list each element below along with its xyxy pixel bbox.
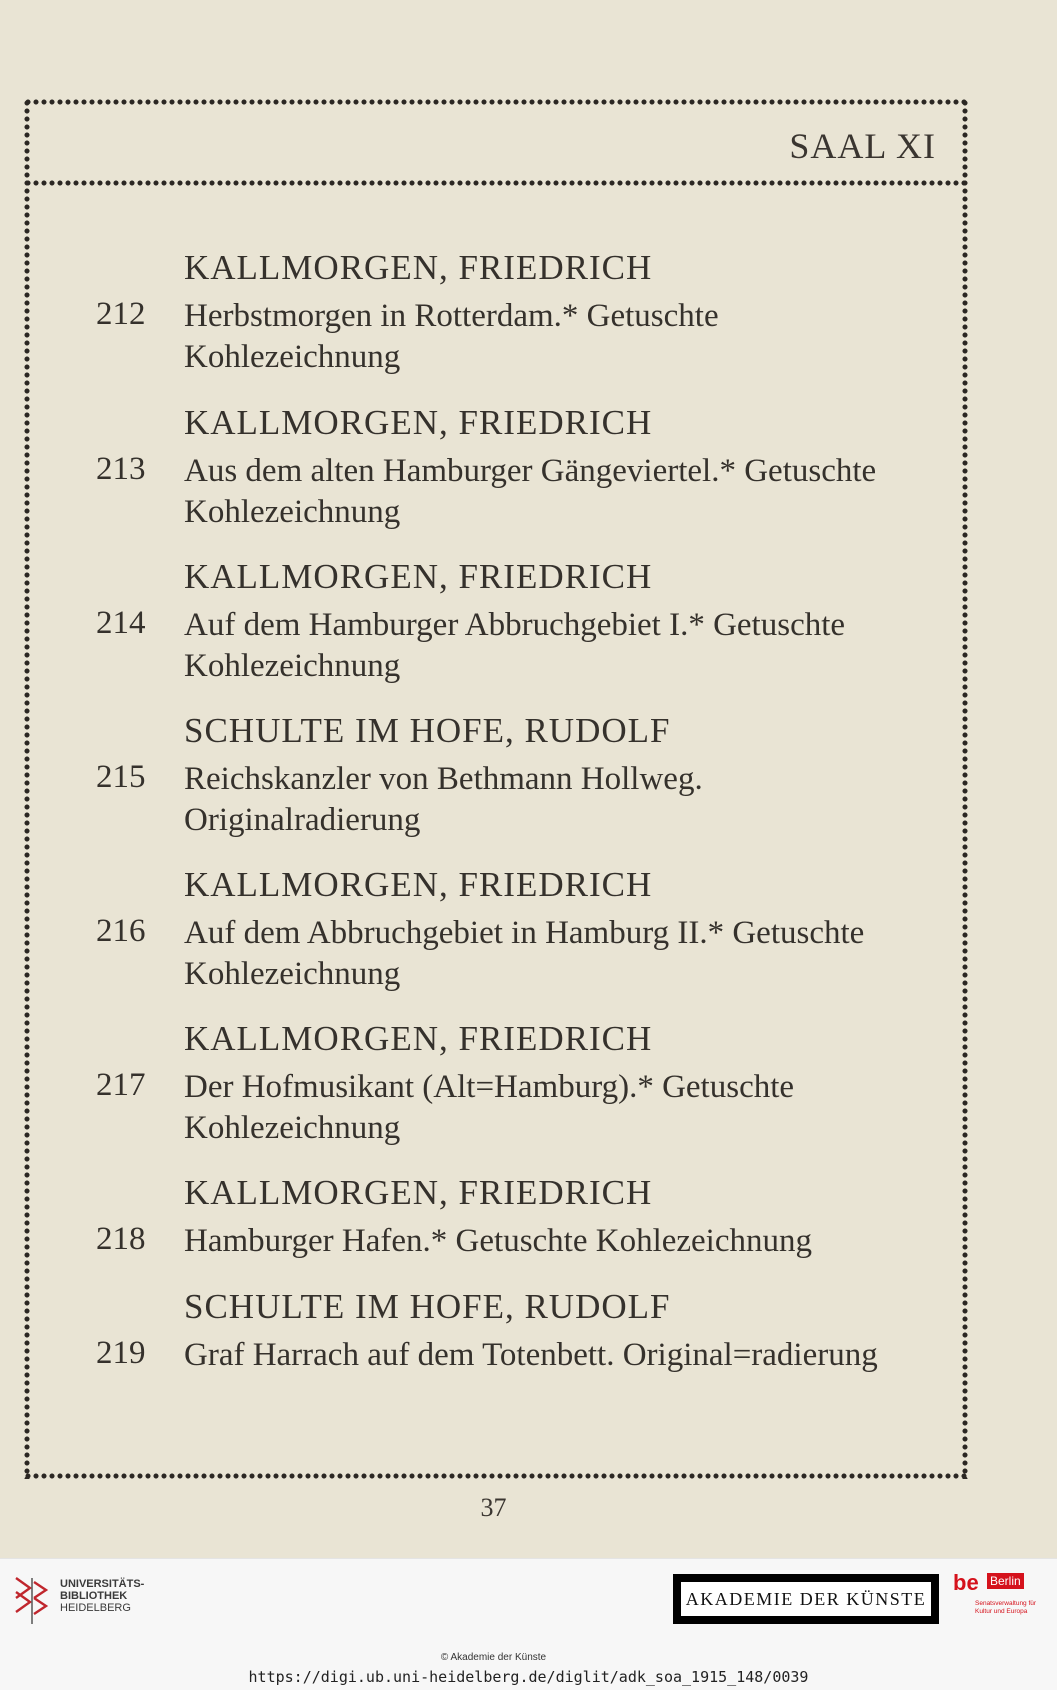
artist-name: KALLMORGEN, FRIEDRICH bbox=[184, 557, 653, 596]
work-title: Reichskanzler von Bethmann Hollweg. Originalradierung bbox=[184, 761, 703, 838]
border-right bbox=[962, 99, 968, 1479]
library-name-line: HEIDELBERG bbox=[60, 1602, 131, 1614]
library-name-line: UNIVERSITÄTS- bbox=[60, 1578, 145, 1590]
artist-name: KALLMORGEN, FRIEDRICH bbox=[184, 865, 653, 904]
artist-name: KALLMORGEN, FRIEDRICH bbox=[184, 1173, 653, 1212]
work-title: Auf dem Abbruchgebiet in Hamburg II.* Getuschte Kohlezeichnung bbox=[184, 915, 865, 992]
work-title: Hamburger Hafen.* Getuschte Kohlezeichnung bbox=[184, 1223, 812, 1259]
copyright-notice: © Akademie der Künste bbox=[440, 1652, 547, 1663]
senate-department-text: Senatsverwaltung für Kultur und Europa bbox=[975, 1600, 1037, 1615]
catalog-number: 217 bbox=[96, 1067, 146, 1103]
permalink-url[interactable]: https://digi.ub.uni-heidelberg.de/diglit/adk_soa_1915_148/0039 bbox=[248, 1668, 809, 1686]
akademie-der-kuenste-logo[interactable] bbox=[673, 1574, 939, 1624]
catalog-number: 212 bbox=[96, 296, 146, 332]
catalog-number: 215 bbox=[96, 759, 146, 795]
work-title: Auf dem Hamburger Abbruchgebiet I.* Getuschte Kohlezeichnung bbox=[184, 607, 846, 684]
section-title: SAAL XI bbox=[789, 126, 936, 166]
catalog-number: 218 bbox=[96, 1221, 146, 1257]
header-separator bbox=[24, 180, 968, 186]
be-berlin-logo[interactable] bbox=[953, 1570, 1045, 1628]
work-title: Graf Harrach auf dem Totenbett. Original=radierung bbox=[184, 1337, 878, 1373]
border-top bbox=[24, 99, 968, 105]
artist-name: SCHULTE IM HOFE, RUDOLF bbox=[184, 711, 671, 750]
work-title: Der Hofmusikant (Alt=Hamburg).* Getuschte Kohlezeichnung bbox=[184, 1069, 795, 1146]
border-left bbox=[24, 99, 30, 1479]
university-library-name[interactable] bbox=[60, 1578, 144, 1614]
catalog-number: 216 bbox=[96, 913, 146, 949]
university-library-logo-icon[interactable] bbox=[12, 1572, 50, 1626]
work-title: Aus dem alten Hamburger Gängeviertel.* Getuschte Kohlezeichnung bbox=[184, 453, 877, 530]
library-name-line: BIBLIOTHEK bbox=[60, 1590, 128, 1602]
catalog-number: 214 bbox=[96, 605, 146, 641]
border-bottom bbox=[24, 1473, 968, 1479]
catalog-number: 219 bbox=[96, 1335, 146, 1371]
artist-name: KALLMORGEN, FRIEDRICH bbox=[184, 403, 653, 442]
akademie-logo-text: AKADEMIE DER KÜNSTE bbox=[681, 1582, 931, 1616]
page-number: 37 bbox=[480, 1493, 507, 1522]
catalog-number: 213 bbox=[96, 451, 146, 487]
berlin-badge: Berlin bbox=[987, 1573, 1024, 1589]
artist-name: KALLMORGEN, FRIEDRICH bbox=[184, 248, 653, 287]
work-title: Herbstmorgen in Rotterdam.* Getuschte Kohlezeichnung bbox=[184, 298, 719, 375]
artist-name: KALLMORGEN, FRIEDRICH bbox=[184, 1019, 653, 1058]
artist-name: SCHULTE IM HOFE, RUDOLF bbox=[184, 1287, 671, 1326]
be-logo-word: be bbox=[953, 1570, 979, 1595]
